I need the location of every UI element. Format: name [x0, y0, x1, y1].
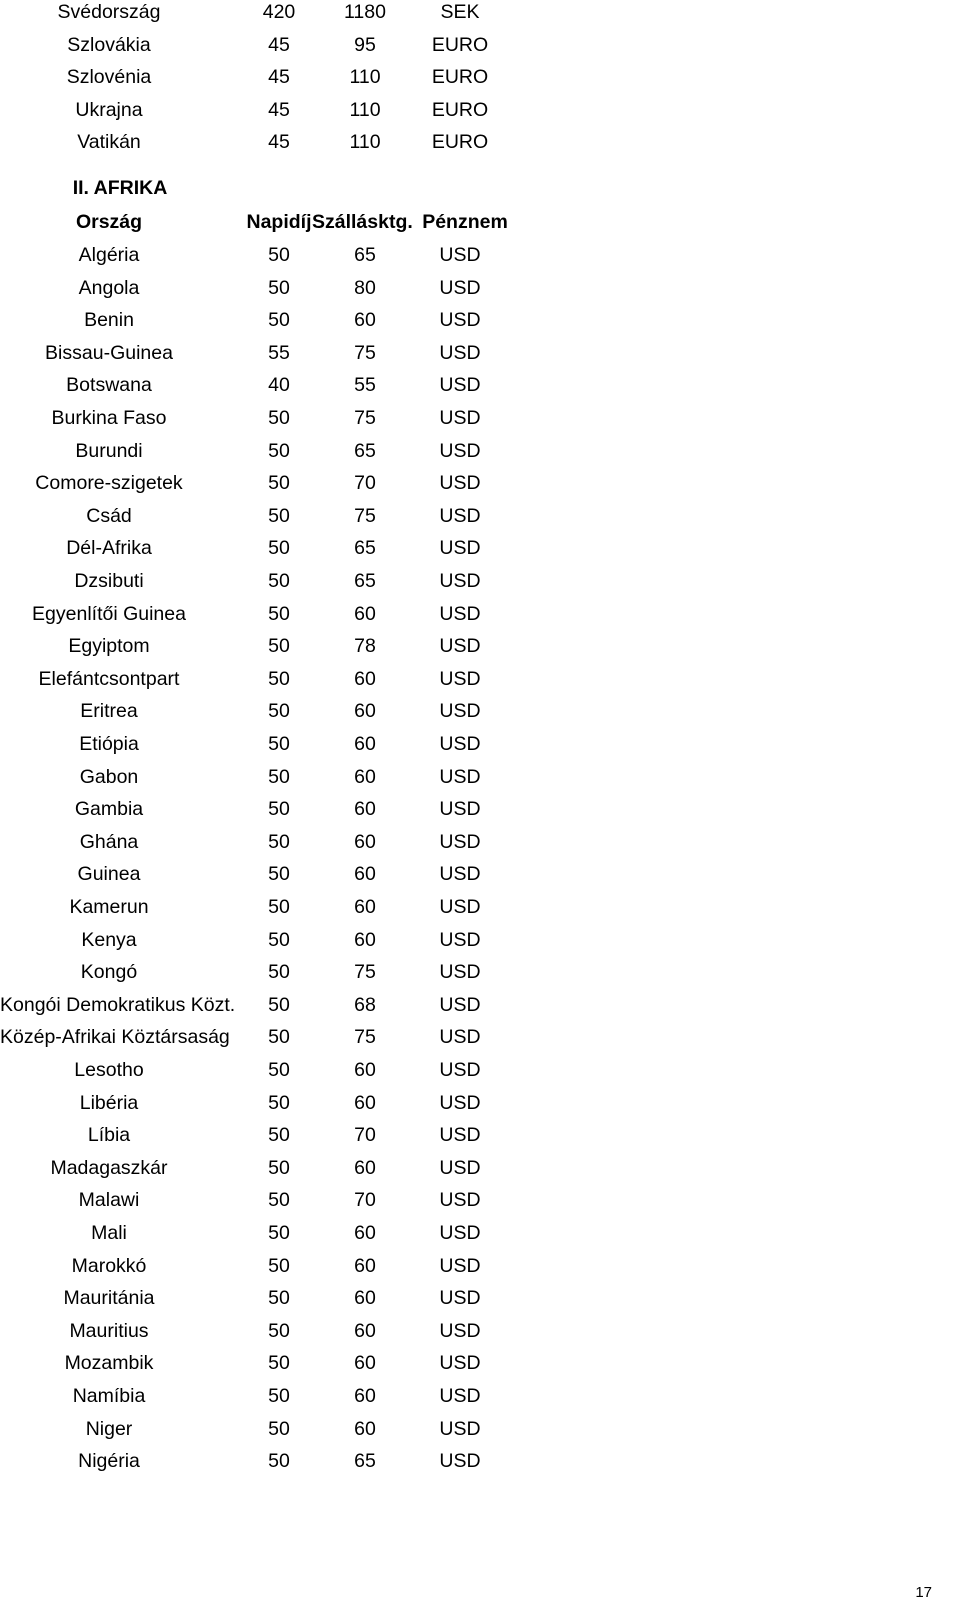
szallas-cell: 60: [354, 1254, 376, 1277]
country-cell: Guinea: [77, 863, 141, 886]
table-row: [0, 956, 960, 989]
country-cell: Ghána: [79, 830, 139, 853]
penznem-cell: USD: [439, 928, 481, 951]
penznem-cell: USD: [439, 1352, 481, 1375]
napidij-cell: 50: [268, 961, 290, 984]
szallas-cell: 60: [354, 863, 376, 886]
szallas-cell: 60: [354, 700, 376, 723]
table-row: [0, 858, 960, 891]
penznem-cell: EURO: [431, 33, 489, 56]
napidij-cell: 50: [268, 1352, 290, 1375]
country-cell: Szlovénia: [66, 66, 152, 89]
napidij-cell: 50: [268, 439, 290, 462]
penznem-cell: USD: [439, 1254, 481, 1277]
penznem-cell: USD: [439, 1124, 481, 1147]
penznem-cell: EURO: [431, 98, 489, 121]
table-row: [0, 29, 960, 62]
napidij-cell: 50: [268, 1450, 290, 1473]
country-cell: Dél-Afrika: [66, 537, 152, 560]
napidij-cell: 50: [268, 472, 290, 495]
napidij-cell: 50: [268, 1385, 290, 1407]
table-row: [0, 1250, 960, 1283]
country-cell: Mauritánia: [63, 1287, 155, 1310]
country-cell: Madagaszkár: [50, 1156, 168, 1179]
table-row: [0, 630, 960, 663]
penznem-cell: USD: [439, 374, 481, 397]
szallas-cell: 110: [349, 98, 381, 121]
table-row: [0, 337, 960, 370]
table-row: [0, 663, 960, 696]
szallas-cell: 60: [354, 896, 376, 918]
header-napidij: Napidíj: [246, 211, 312, 233]
country-cell: Burkina Faso: [51, 407, 167, 429]
napidij-cell: 55: [268, 341, 290, 364]
szallas-cell: 65: [354, 244, 376, 266]
penznem-cell: USD: [439, 1091, 481, 1114]
napidij-cell: 420: [262, 1, 296, 23]
szallas-cell: 65: [354, 537, 376, 560]
country-cell: Kongó: [80, 961, 138, 984]
country-cell: Gambia: [74, 798, 144, 821]
szallas-cell: 60: [354, 798, 376, 821]
szallas-cell: 78: [354, 635, 376, 658]
table-row: [0, 989, 960, 1022]
table-row: [0, 435, 960, 468]
szallas-cell: 60: [354, 309, 376, 332]
szallas-cell: 60: [354, 1156, 376, 1179]
table-row: [0, 126, 960, 159]
szallas-cell: 60: [354, 830, 376, 853]
napidij-cell: 50: [268, 896, 290, 918]
country-cell: Líbia: [87, 1124, 131, 1147]
szallas-cell: 60: [354, 928, 376, 951]
napidij-cell: 50: [268, 407, 290, 429]
szallas-cell: 60: [354, 1091, 376, 1114]
country-cell: Comore-szigetek: [35, 472, 183, 495]
napidij-cell: 50: [268, 798, 290, 821]
table-row: [0, 1315, 960, 1348]
napidij-cell: 50: [268, 765, 290, 788]
szallas-cell: 80: [354, 276, 376, 299]
napidij-cell: 50: [268, 830, 290, 853]
table-row: [0, 1282, 960, 1315]
table-row: [0, 272, 960, 305]
szallas-cell: 60: [354, 1319, 376, 1342]
table-row: [0, 369, 960, 402]
szallas-cell: 65: [354, 439, 376, 462]
penznem-cell: USD: [439, 537, 481, 560]
penznem-cell: USD: [439, 830, 481, 853]
napidij-cell: 50: [268, 1026, 290, 1049]
penznem-cell: USD: [439, 570, 481, 592]
country-cell: Bissau-Guinea: [45, 341, 173, 364]
napidij-cell: 50: [268, 1417, 290, 1440]
penznem-cell: USD: [439, 244, 481, 266]
napidij-cell: 50: [268, 993, 290, 1016]
szallas-cell: 60: [354, 1287, 376, 1310]
table-row: [0, 1054, 960, 1087]
penznem-cell: USD: [439, 798, 481, 821]
napidij-cell: 50: [268, 863, 290, 886]
szallas-cell: 110: [349, 131, 381, 154]
napidij-cell: 50: [268, 733, 290, 755]
country-cell: Egyiptom: [68, 635, 150, 658]
penznem-cell: USD: [439, 1319, 481, 1342]
penznem-cell: EURO: [431, 66, 489, 89]
szallas-cell: 60: [354, 667, 376, 690]
szallas-cell: 60: [354, 1059, 376, 1081]
country-cell: Kenya: [81, 928, 137, 951]
szallas-cell: 68: [354, 993, 376, 1016]
table-row: [0, 1184, 960, 1217]
napidij-cell: 50: [268, 602, 290, 625]
penznem-cell: USD: [439, 602, 481, 625]
country-cell: Marokkó: [71, 1254, 147, 1277]
napidij-cell: 50: [268, 635, 290, 658]
country-cell: Közép-Afrikai Köztársaság: [0, 1026, 230, 1049]
penznem-cell: USD: [439, 1385, 481, 1407]
napidij-cell: 50: [268, 1222, 290, 1244]
szallas-cell: 1180: [344, 1, 386, 23]
country-cell: Botswana: [66, 374, 152, 397]
szallas-cell: 75: [354, 341, 376, 364]
table-row: [0, 500, 960, 533]
country-cell: Vatikán: [77, 131, 141, 154]
header-szallas: Szállásktg.: [312, 211, 413, 233]
szallas-cell: 110: [349, 66, 381, 89]
section-title: II. AFRIKA: [72, 177, 168, 199]
napidij-cell: 50: [268, 276, 290, 299]
table-row: [0, 94, 960, 127]
country-cell: Namíbia: [72, 1385, 146, 1407]
country-cell: Libéria: [79, 1091, 139, 1114]
szallas-cell: 70: [354, 472, 376, 495]
penznem-cell: USD: [439, 1450, 481, 1473]
penznem-cell: USD: [439, 1287, 481, 1310]
table-row: [0, 565, 960, 598]
country-cell: Kongói Demokratikus Közt.: [0, 993, 236, 1016]
penznem-cell: USD: [439, 863, 481, 886]
penznem-cell: USD: [439, 439, 481, 462]
table-row: [0, 1021, 960, 1054]
napidij-cell: 50: [268, 504, 290, 527]
penznem-cell: USD: [439, 1417, 481, 1440]
penznem-cell: USD: [439, 504, 481, 527]
penznem-cell: EURO: [431, 131, 489, 154]
szallas-cell: 60: [354, 733, 376, 755]
country-cell: Svédország: [57, 1, 161, 23]
country-cell: Benin: [84, 309, 134, 332]
szallas-cell: 60: [354, 602, 376, 625]
napidij-cell: 45: [268, 33, 290, 56]
napidij-cell: 45: [268, 98, 290, 121]
napidij-cell: 50: [268, 1254, 290, 1277]
szallas-cell: 60: [354, 1417, 376, 1440]
napidij-cell: 50: [268, 1287, 290, 1310]
country-cell: Mauritius: [69, 1319, 149, 1342]
country-cell: Algéria: [78, 244, 140, 266]
table-row: [0, 1087, 960, 1120]
country-cell: Dzsibuti: [74, 570, 144, 592]
szallas-cell: 60: [354, 1222, 376, 1244]
table-header: [0, 206, 960, 239]
table-row: [0, 0, 960, 29]
penznem-cell: USD: [439, 896, 481, 918]
szallas-cell: 65: [354, 570, 376, 592]
table-row: [0, 1445, 960, 1478]
table-row: [0, 598, 960, 631]
table-row: [0, 924, 960, 957]
penznem-cell: USD: [439, 765, 481, 788]
country-cell: Etiópia: [79, 733, 139, 755]
napidij-cell: 50: [268, 667, 290, 690]
napidij-cell: 50: [268, 1319, 290, 1342]
table-row: [0, 61, 960, 94]
szallas-cell: 75: [354, 1026, 376, 1049]
napidij-cell: 50: [268, 1124, 290, 1147]
country-cell: Kamerun: [69, 896, 149, 918]
napidij-cell: 50: [268, 244, 290, 266]
table-row: [0, 1413, 960, 1446]
napidij-cell: 45: [268, 66, 290, 89]
table-row: [0, 826, 960, 859]
szallas-cell: 75: [354, 961, 376, 984]
penznem-cell: USD: [439, 635, 481, 658]
country-cell: Lesotho: [74, 1059, 144, 1081]
napidij-cell: 45: [268, 131, 290, 154]
header-country: Ország: [75, 211, 143, 233]
table-row: [0, 239, 960, 272]
header-penznem: Pénznem: [422, 211, 508, 233]
szallas-cell: 60: [354, 1385, 376, 1407]
country-cell: Szlovákia: [67, 33, 151, 56]
table-row: [0, 1119, 960, 1152]
table-row: [0, 695, 960, 728]
szallas-cell: 70: [354, 1189, 376, 1212]
country-cell: Elefántcsontpart: [38, 667, 180, 690]
penznem-cell: USD: [439, 407, 481, 429]
napidij-cell: 50: [268, 1059, 290, 1081]
szallas-cell: 70: [354, 1124, 376, 1147]
country-cell: Angola: [78, 276, 140, 299]
table-row: [0, 1347, 960, 1380]
napidij-cell: 50: [268, 700, 290, 723]
table-row: [0, 467, 960, 500]
country-cell: Niger: [85, 1417, 133, 1440]
penznem-cell: USD: [439, 1222, 481, 1244]
penznem-cell: USD: [439, 961, 481, 984]
napidij-cell: 50: [268, 1189, 290, 1212]
country-cell: Mali: [91, 1222, 127, 1244]
table-row: [0, 1380, 960, 1413]
country-cell: Gabon: [79, 765, 139, 788]
napidij-cell: 50: [268, 1156, 290, 1179]
country-cell: Burundi: [75, 439, 143, 462]
napidij-cell: 50: [268, 928, 290, 951]
penznem-cell: USD: [439, 667, 481, 690]
table-row: [0, 402, 960, 435]
napidij-cell: 50: [268, 537, 290, 560]
country-cell: Egyenlítői Guinea: [32, 602, 186, 625]
country-cell: Ukrajna: [75, 98, 143, 121]
szallas-cell: 75: [354, 504, 376, 527]
penznem-cell: USD: [439, 1026, 481, 1049]
szallas-cell: 95: [354, 33, 376, 56]
country-cell: Csád: [86, 504, 132, 527]
penznem-cell: USD: [439, 1156, 481, 1179]
penznem-cell: USD: [439, 993, 481, 1016]
country-cell: Eritrea: [80, 700, 138, 723]
page-number: 17: [915, 1584, 932, 1601]
szallas-cell: 60: [354, 765, 376, 788]
napidij-cell: 50: [268, 309, 290, 332]
szallas-cell: 55: [354, 374, 376, 397]
table-row: [0, 891, 960, 924]
napidij-cell: 50: [268, 570, 290, 592]
penznem-cell: USD: [439, 472, 481, 495]
penznem-cell: USD: [439, 1189, 481, 1212]
penznem-cell: USD: [439, 733, 481, 755]
table-row: [0, 761, 960, 794]
penznem-cell: USD: [439, 1059, 481, 1081]
table-row: [0, 1217, 960, 1250]
penznem-cell: USD: [439, 276, 481, 299]
penznem-cell: USD: [439, 700, 481, 723]
table-row: [0, 1152, 960, 1185]
napidij-cell: 40: [268, 374, 290, 397]
szallas-cell: 60: [354, 1352, 376, 1375]
table-row: [0, 793, 960, 826]
country-cell: Mozambik: [64, 1352, 154, 1375]
szallas-cell: 75: [354, 407, 376, 429]
penznem-cell: USD: [439, 341, 481, 364]
country-cell: Nigéria: [78, 1450, 140, 1473]
table-row: [0, 728, 960, 761]
country-cell: Malawi: [78, 1189, 140, 1212]
napidij-cell: 50: [268, 1091, 290, 1114]
penznem-cell: USD: [439, 309, 481, 332]
penznem-cell: SEK: [440, 1, 480, 23]
table-row: [0, 532, 960, 565]
szallas-cell: 65: [354, 1450, 376, 1473]
table-row: [0, 304, 960, 337]
